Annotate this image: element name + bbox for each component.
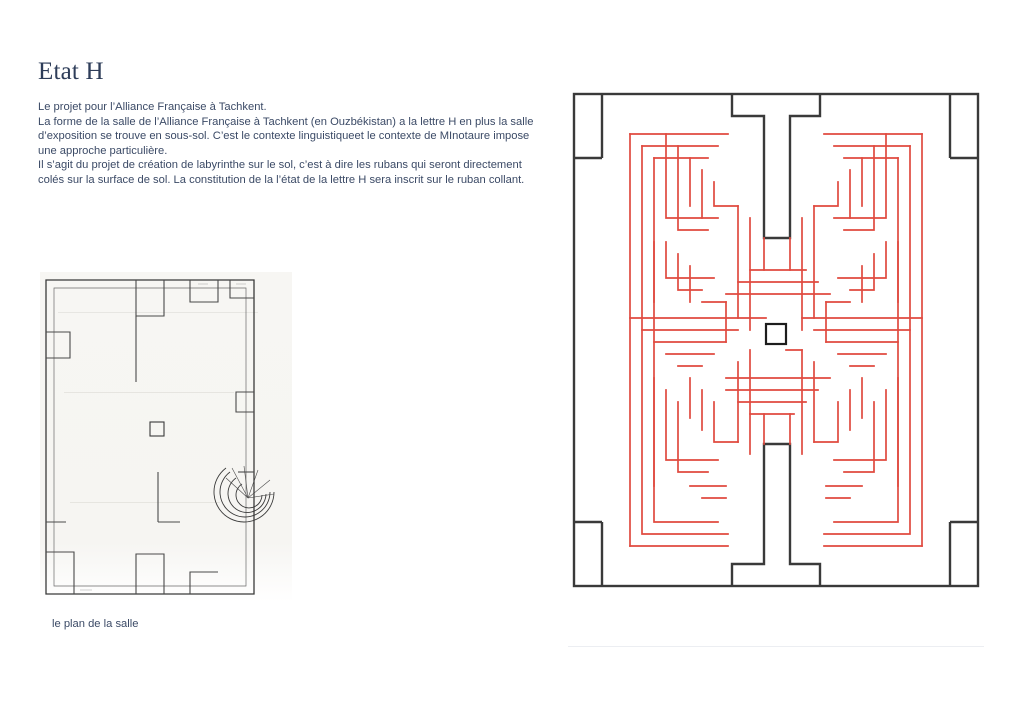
floor-plan-figure [40,272,292,602]
paragraph-3: Il s’agit du projet de création de labyrinthe sur le sol, c’est à dire les rubans qui seront directement colés sur la surface de sol. La constitution de la l’état de la lettre H sera inscrit sur le ruban collant. [38,159,525,186]
paragraph-1: Le projet pour l’Alliance Française à Tachkent. [38,101,267,113]
floor-plan-caption: le plan de la salle [52,618,139,630]
labyrinth-ribbons [630,134,922,546]
page-title: Etat H [38,58,104,85]
floor-plan-drawing [40,272,292,602]
labyrinth-figure [568,88,984,592]
labyrinth-diagram [568,88,984,592]
structural-walls [574,94,978,586]
page-divider [568,646,984,647]
paragraph-2: La forme de la salle de l’Alliance Française à Tachkent (en Ouzbékistan) a la lettre H en plus la salle d’exposition se trouve en sous-sol. C’est le contexte linguistiqueet le contexte de MInotaure impose une approche particulière. [38,115,534,157]
body-text-block [38,100,543,188]
